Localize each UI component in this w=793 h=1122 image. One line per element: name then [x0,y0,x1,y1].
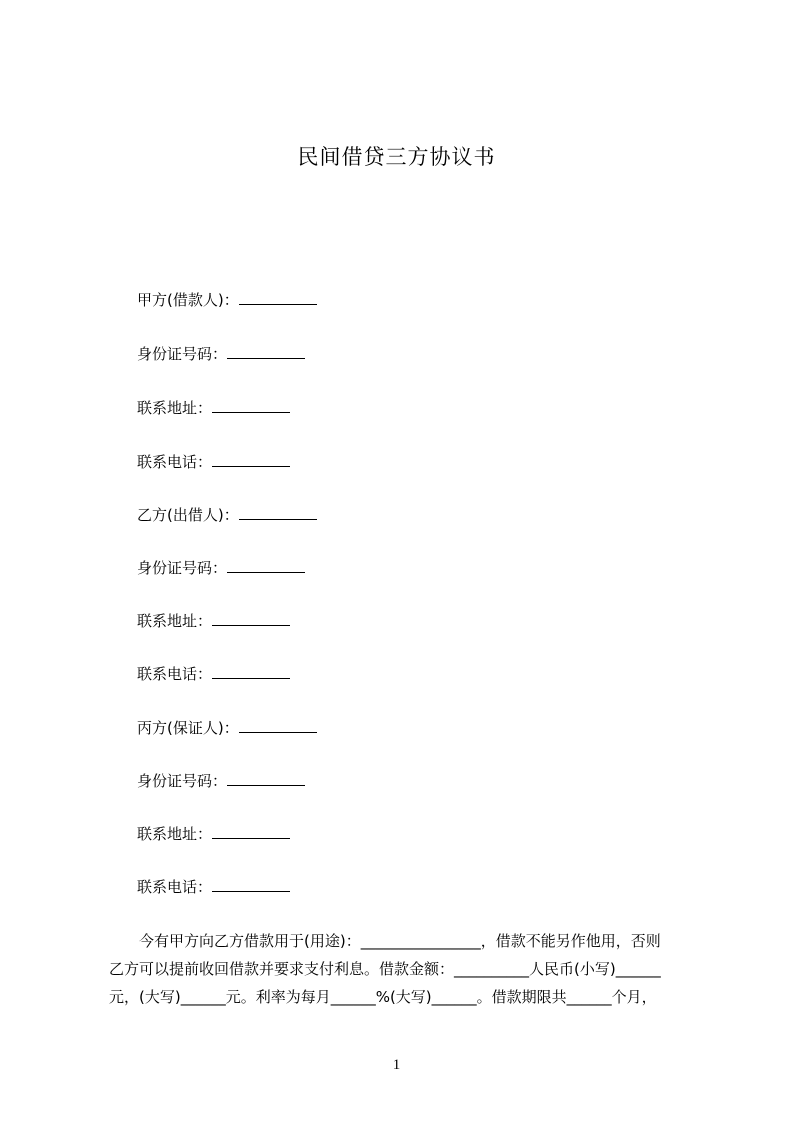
field-label: 联系地址： [137,612,213,630]
borrower-phone-field [137,451,290,473]
guarantor-phone-field [137,876,290,898]
field-label: 联系电话： [137,878,213,896]
field-label: 联系电话： [137,453,213,471]
lender-field [137,504,317,526]
body-paragraph-line: 元，(大写)______元。利率为每月______%(大写)______。借款期限共______个月， [109,988,657,1006]
field-label: 身份证号码： [137,772,228,790]
borrower-field [137,289,317,311]
field-label: 丙方(保证人)： [137,719,239,737]
body-paragraph-line: 今有甲方向乙方借款用于(用途)：________________，借款不能另作他用，否则 [109,932,661,950]
document-title: 民间借贷三方协议书 [297,145,496,169]
fill-blank [212,663,290,679]
fill-blank [212,876,290,892]
fill-blank [239,717,317,733]
fill-blank [212,451,290,467]
fill-blank [212,397,290,413]
fill-blank [227,770,305,786]
field-label: 身份证号码： [137,345,228,363]
guarantor-address-field [137,823,290,845]
field-label: 联系电话： [137,665,213,683]
field-label: 乙方(出借人)： [137,506,239,524]
guarantor-id-field [137,770,305,792]
lender-phone-field [137,663,290,685]
fill-blank [212,823,290,839]
field-label: 联系地址： [137,399,213,417]
borrower-id-field [137,343,305,365]
lender-address-field [137,610,290,632]
fill-blank [227,343,305,359]
field-label: 联系地址： [137,825,213,843]
guarantor-field [137,717,317,739]
fill-blank [239,289,317,305]
field-label: 身份证号码： [137,559,228,577]
fill-blank [227,557,305,573]
lender-id-field [137,557,305,579]
field-label: 甲方(借款人)： [137,291,239,309]
fill-blank [212,610,290,626]
body-paragraph-line: 乙方可以提前收回借款并要求支付利息。借款金额：__________人民币(小写)______ [109,960,661,978]
page-number: 1 [392,1057,401,1073]
fill-blank [239,504,317,520]
borrower-address-field [137,397,290,419]
